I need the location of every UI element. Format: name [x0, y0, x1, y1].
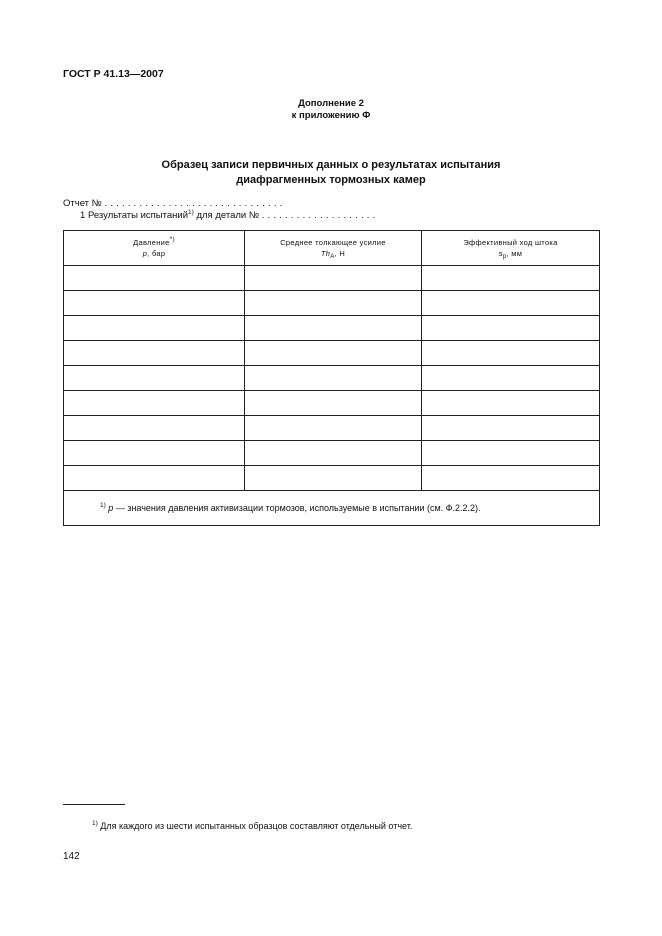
report-number-fill: ...............................	[104, 198, 286, 209]
force-cell	[245, 316, 422, 341]
table-row	[64, 316, 600, 341]
form-title-line-2: диафрагменных тормозных камер	[236, 174, 426, 186]
pressure-footnote-marker: *)	[169, 236, 175, 243]
pressure-cell	[64, 316, 245, 341]
stroke-cell	[422, 416, 600, 441]
report-number-label: Отчет №	[63, 198, 102, 209]
force-cell	[245, 341, 422, 366]
force-cell	[245, 366, 422, 391]
document-code: ГОСТ Р 41.13—2007	[63, 68, 164, 80]
column-header-stroke	[422, 231, 600, 266]
table-row	[64, 391, 600, 416]
pressure-cell	[64, 391, 245, 416]
pressure-cell	[64, 291, 245, 316]
form-title	[0, 158, 662, 188]
footnote-separator	[63, 804, 125, 805]
pressure-cell	[64, 366, 245, 391]
table-note-row	[64, 491, 600, 526]
stroke-cell	[422, 316, 600, 341]
force-cell	[245, 441, 422, 466]
appendix-line-2: к приложению Ф	[291, 110, 371, 121]
footnote-text: Для каждого из шести испытанных образцов составляют отдельный отчет.	[100, 821, 413, 831]
appendix-heading	[0, 98, 662, 122]
stroke-cell	[422, 441, 600, 466]
results-part-label: для детали №	[196, 210, 260, 221]
stroke-symbol: s	[498, 249, 503, 258]
pressure-label: Давление	[133, 238, 170, 247]
pressure-cell	[64, 416, 245, 441]
stroke-cell	[422, 391, 600, 416]
results-label: Результаты испытаний	[87, 210, 189, 221]
force-cell	[245, 266, 422, 291]
results-footnote-marker: 1)	[188, 209, 194, 216]
force-label: Среднее толкающее усилие	[280, 238, 386, 247]
force-cell	[245, 391, 422, 416]
results-line	[80, 210, 378, 221]
table-row	[64, 466, 600, 491]
page-number: 142	[63, 851, 80, 862]
stroke-cell	[422, 466, 600, 491]
force-cell	[245, 291, 422, 316]
force-cell	[245, 466, 422, 491]
results-part-fill: ....................	[261, 210, 379, 221]
table-row	[64, 416, 600, 441]
report-number-line	[63, 198, 286, 209]
pressure-symbol: p	[142, 249, 148, 258]
force-symbol: Th	[320, 249, 331, 258]
stroke-subscript: p	[502, 254, 507, 260]
results-number: 1	[80, 210, 86, 221]
force-cell	[245, 416, 422, 441]
table-row	[64, 441, 600, 466]
table-header-row	[64, 231, 600, 266]
stroke-cell	[422, 266, 600, 291]
table-note-marker: 1)	[100, 502, 106, 509]
pressure-cell	[64, 266, 245, 291]
column-header-force	[245, 231, 422, 266]
pressure-unit: , бар	[147, 249, 166, 258]
footnote-marker: 1)	[92, 820, 98, 827]
table-note	[64, 491, 600, 526]
table-row	[64, 341, 600, 366]
test-data-table	[63, 230, 600, 526]
table-row	[64, 266, 600, 291]
footnote	[92, 821, 412, 831]
table-body	[64, 266, 600, 491]
table-note-symbol: p	[108, 503, 114, 513]
pressure-cell	[64, 341, 245, 366]
table-row	[64, 291, 600, 316]
stroke-cell	[422, 341, 600, 366]
table-row	[64, 366, 600, 391]
stroke-cell	[422, 291, 600, 316]
force-unit: , Н	[334, 249, 346, 258]
column-header-pressure	[64, 231, 245, 266]
stroke-unit: , мм	[506, 249, 523, 258]
form-title-line-1: Образец записи первичных данных о результатах испытания	[161, 159, 501, 171]
pressure-cell	[64, 466, 245, 491]
appendix-line-1: Дополнение 2	[298, 98, 364, 109]
table-note-text: — значения давления активизации тормозов, используемые в испытании (см. Ф.2.2.2).	[115, 503, 481, 513]
stroke-label: Эффективный ход штока	[463, 238, 558, 247]
pressure-cell	[64, 441, 245, 466]
force-subscript: A	[330, 254, 335, 260]
stroke-cell	[422, 366, 600, 391]
